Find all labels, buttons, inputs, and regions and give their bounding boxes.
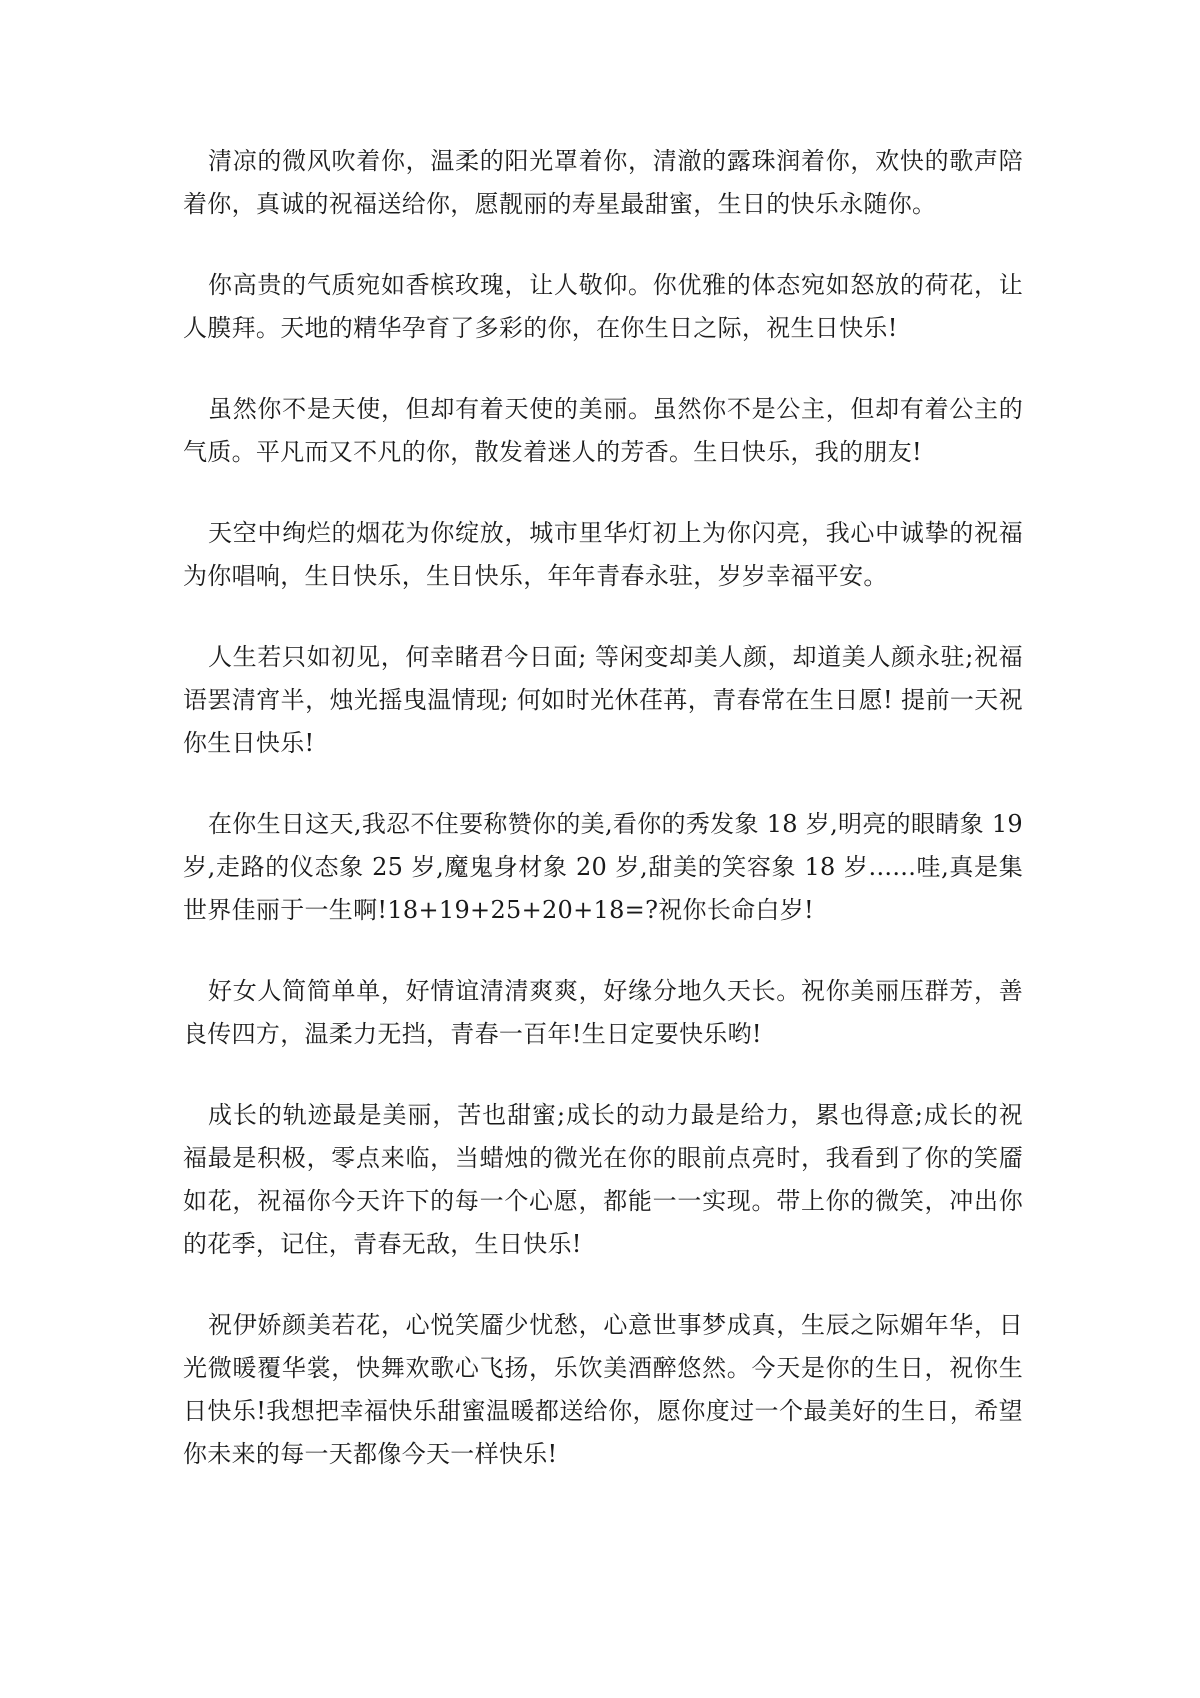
paragraph-4: 天空中绚烂的烟花为你绽放，城市里华灯初上为你闪亮，我心中诚挚的祝福为你唱响，生日快乐，生日快乐，年年青春永驻，岁岁幸福平安。	[183, 519, 1023, 590]
paragraph-8: 成长的轨迹最是美丽，苦也甜蜜;成长的动力最是给力，累也得意;成长的祝福最是积极，零点来临，当蜡烛的微光在你的眼前点亮时，我看到了你的笑靥如花，祝福你今天许下的每一个心愿，都能一一实现。带上你的微笑，冲出你的花季，记住，青春无敌，生日快乐!	[183, 1101, 1023, 1258]
paragraph-1: 清凉的微风吹着你，温柔的阳光罩着你，清澈的露珠润着你，欢快的歌声陪着你，真诚的祝福送给你，愿靓丽的寿星最甜蜜，生日的快乐永随你。	[183, 147, 1023, 218]
paragraph-7: 好女人简简单单，好情谊清清爽爽，好缘分地久天长。祝你美丽压群芳，善良传四方，温柔力无挡，青春一百年!生日定要快乐哟!	[183, 977, 1023, 1048]
paragraph-3: 虽然你不是天使，但却有着天使的美丽。虽然你不是公主，但却有着公主的气质。平凡而又不凡的你，散发着迷人的芳香。生日快乐，我的朋友!	[183, 395, 1023, 466]
paragraph-5: 人生若只如初见，何幸睹君今日面; 等闲变却美人颜，却道美人颜永驻;祝福语罢清宵半，烛光摇曳温情现; 何如时光休荏苒，青春常在生日愿! 提前一天祝你生日快乐!	[183, 643, 1023, 757]
paragraph-2: 你高贵的气质宛如香槟玫瑰，让人敬仰。你优雅的体态宛如怒放的荷花，让人膜拜。天地的精华孕育了多彩的你，在你生日之际，祝生日快乐!	[183, 271, 1023, 342]
paragraph-6: 在你生日这天,我忍不住要称赞你的美,看你的秀发象 18 岁,明亮的眼睛象 19 岁,走路的仪态象 25 岁,魔鬼身材象 20 岁,甜美的笑容象 18 岁......哇,真是集世界佳丽于一生啊!18+19+25+20+18=?祝你长命白岁!	[183, 810, 1023, 924]
paragraph-9: 祝伊娇颜美若花，心悦笑靥少忧愁，心意世事梦成真，生辰之际媚年华，日光微暖覆华裳，快舞欢歌心飞扬，乐饮美酒醉悠然。今天是你的生日，祝你生日快乐!我想把幸福快乐甜蜜温暖都送给你，愿你度过一个最美好的生日，希望你未来的每一天都像今天一样快乐!	[183, 1311, 1023, 1468]
document-body	[183, 140, 1023, 1514]
